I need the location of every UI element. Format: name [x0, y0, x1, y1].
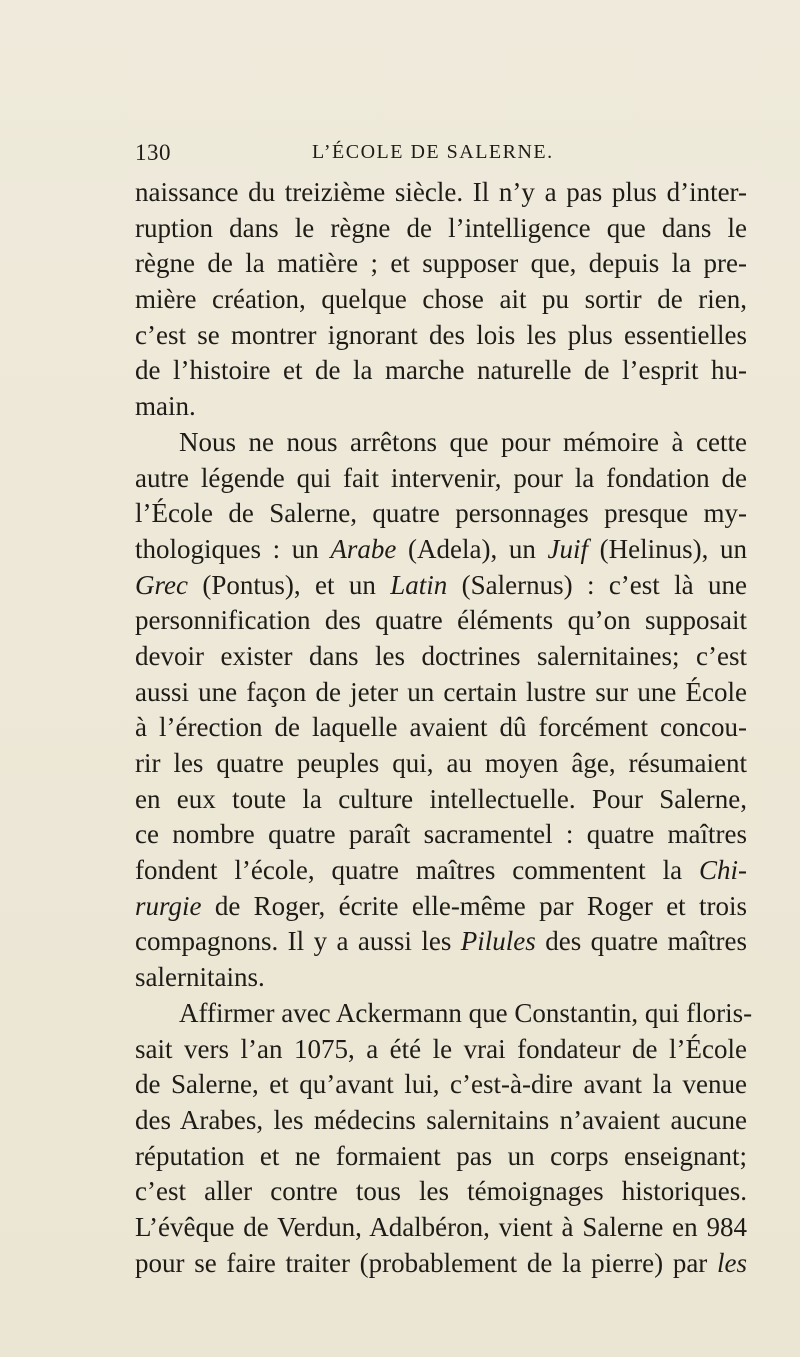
running-title: L’ÉCOLE DE SALERNE.	[312, 141, 554, 163]
text-line: l’École de Salerne, quatre personnages presque my-	[135, 498, 747, 529]
text-line	[135, 532, 747, 568]
text-run: (Pontus), et un	[187, 569, 391, 600]
text-line: mière création, quelque chose ait pu sortir de rien,	[135, 284, 747, 315]
text-run: fondent l’école, quatre maîtres commentent la	[135, 855, 699, 886]
text-line	[135, 853, 747, 889]
text-line: Nous ne nous arrêtons que pour mémoire à cette	[179, 426, 747, 457]
italic-word: Pilules	[460, 926, 536, 957]
text-run: (Adela), un	[396, 533, 548, 564]
text-line: autre légende qui fait intervenir, pour la fondation de	[135, 462, 747, 493]
text-line: à l’érection de laquelle avaient dû forcément concou-	[135, 712, 747, 743]
text-line: c’est se montrer ignorant des lois les plus essentielles	[135, 319, 747, 350]
text-line	[135, 924, 747, 960]
text-line: en eux toute la culture intellectuelle. Pour Salerne,	[135, 783, 747, 814]
italic-word: Grec	[135, 569, 188, 600]
text-line: devoir exister dans les doctrines salernitaines; c’est	[135, 640, 747, 671]
text-line: c’est aller contre tous les témoignages historiques.	[135, 1176, 747, 1207]
italic-word: rurgie	[135, 890, 202, 921]
italic-word: les	[717, 1247, 747, 1278]
body-text	[135, 175, 753, 1281]
text-line	[135, 1246, 747, 1282]
italic-word: Chi-	[698, 855, 747, 886]
text-line: sait vers l’an 1075, a été le vrai fondateur de l’École	[135, 1033, 747, 1064]
text-line	[135, 889, 747, 925]
text-run: (Salernus) : c’est là une	[447, 569, 748, 600]
text-run: compagnons. Il y a aussi les	[135, 926, 461, 957]
page-number: 130	[135, 140, 171, 165]
text-line: rir les quatre peuples qui, au moyen âge, résumaient	[135, 748, 747, 778]
text-run: thologiques : un	[135, 533, 331, 564]
text-run: (Helinus), un	[588, 533, 747, 564]
italic-word: Arabe	[330, 533, 397, 564]
italic-word: Juif	[547, 533, 588, 564]
text-line: L’évêque de Verdun, Adalbéron, vient à Salerne en 984	[135, 1211, 747, 1242]
text-run: de Roger, écrite elle-même par Roger et trois	[201, 890, 747, 921]
text-line	[135, 568, 747, 604]
text-line: Affirmer avec Ackermann que Constantin, qui floris-	[179, 997, 753, 1028]
text-line: aussi une façon de jeter un certain lustre sur une École	[135, 676, 747, 707]
text-line: main.	[135, 391, 196, 422]
text-line: de l’histoire et de la marche naturelle de l’esprit hu-	[135, 355, 747, 386]
text-line: des Arabes, les médecins salernitains n’avaient aucune	[135, 1104, 747, 1135]
text-line: personnification des quatre éléments qu’on supposait	[135, 605, 747, 636]
text-line: naissance du treizième siècle. Il n’y a pas plus d’inter-	[135, 177, 747, 207]
text-line: réputation et ne formaient pas un corps enseignant;	[135, 1140, 747, 1171]
text-run: pour se faire traiter (probablement de la pierre) par	[135, 1247, 717, 1278]
italic-word: Latin	[390, 569, 448, 600]
page-header	[135, 140, 735, 176]
text-line: ruption dans le règne de l’intelligence que dans le	[135, 212, 747, 243]
text-line: ce nombre quatre paraît sacramentel : quatre maîtres	[135, 819, 747, 850]
text-run: des quatre maîtres	[535, 926, 747, 957]
text-line: règne de la matière ; et supposer que, depuis la pre-	[135, 248, 747, 279]
text-line: salernitains.	[135, 962, 265, 993]
text-line: de Salerne, et qu’avant lui, c’est-à-dire avant la venue	[135, 1069, 747, 1100]
